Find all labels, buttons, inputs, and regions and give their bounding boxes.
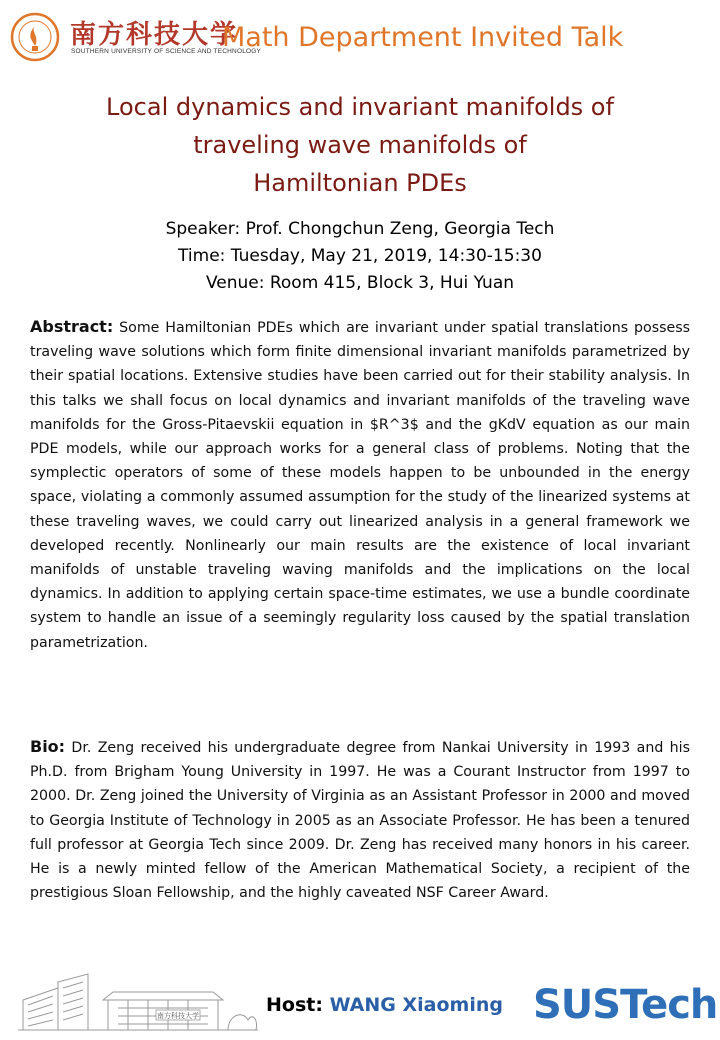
talk-title-line: traveling wave manifolds of (193, 131, 527, 159)
time: Time: Tuesday, May 21, 2019, 14:30-15:30 (178, 246, 542, 266)
talk-title (40, 88, 680, 202)
bio-label: Bio: (30, 737, 66, 756)
abstract-section (30, 315, 690, 655)
talk-details (60, 216, 660, 297)
header (0, 0, 720, 78)
host-name: WANG Xiaoming (329, 994, 503, 1016)
school-name-en: SOUTHERN UNIVERSITY OF SCIENCE AND TECHNOLOGY (71, 48, 262, 55)
abstract-label: Abstract: (30, 317, 114, 336)
talk-title-line: Local dynamics and invariant manifolds of (106, 93, 614, 121)
bio-text: Dr. Zeng received his undergraduate degree from Nankai University in 1993 and his Ph.D. from Brigham Young University in 1997. He was a Courant Instructor from 1997 to 2000. Dr. Zeng joined the University of Virginia as an Assistant Professor in 2000 and moved to Georgia Institute of Technology in 2005 as an Associate Professor. He has been a tenured full professor at Georgia Tech since 2009. Dr. Zeng has received many honors in his career. He is a newly minted fellow of the American Mathematical Society, a recipient of the prestigious Sloan Fellowship, and the highly caveated NSF Career Award. (30, 740, 690, 902)
host-label: Host: (266, 994, 323, 1016)
sustech-logo: SUSTech (533, 982, 718, 1028)
abstract-text: Some Hamiltonian PDEs which are invariant under spatial translations possess traveling wave solutions which form finite dimensional invariant manifolds parametrized by their spatial locations. Extensive studies have been carried out for their stability analysis. In this talks we shall focus on local dynamics and invariant manifolds of the traveling wave manifolds for the Gross-Pitaevskii equation in $R^3$ and the gKdV equation as our main PDE models, while our approach works for a general class of problems. Noting that the symplectic operators of some of these models happen to be unbounded in the energy space, violating a commonly assumed assumption for the study of the linearized systems at these traveling waves, we could carry out linearized analysis in a general framework we developed recently. Nonlinearly our main results are the existence of local invariant manifolds of unstable traveling waving manifolds and the implications on the local dynamics. In addition to applying certain space-time estimates, we use a bundle coordinate system to handle an issue of a seemingly regularity loss caused by the spatial translation parametrization. (30, 320, 690, 651)
talk-title-line: Hamiltonian PDEs (253, 169, 467, 197)
bio-section (30, 735, 690, 905)
speaker: Speaker: Prof. Chongchun Zeng, Georgia Tech (165, 219, 555, 239)
school-name-cn: 南方科技大学 (70, 20, 239, 50)
venue: Venue: Room 415, Block 3, Hui Yuan (205, 273, 515, 293)
campus-building-sketch (18, 960, 258, 1040)
department-title: Math Department Invited Talk (222, 22, 624, 53)
university-seal-icon (10, 12, 60, 62)
sketch-sign-text: 南方科技大学 (157, 1012, 199, 1020)
host-line (266, 994, 503, 1016)
